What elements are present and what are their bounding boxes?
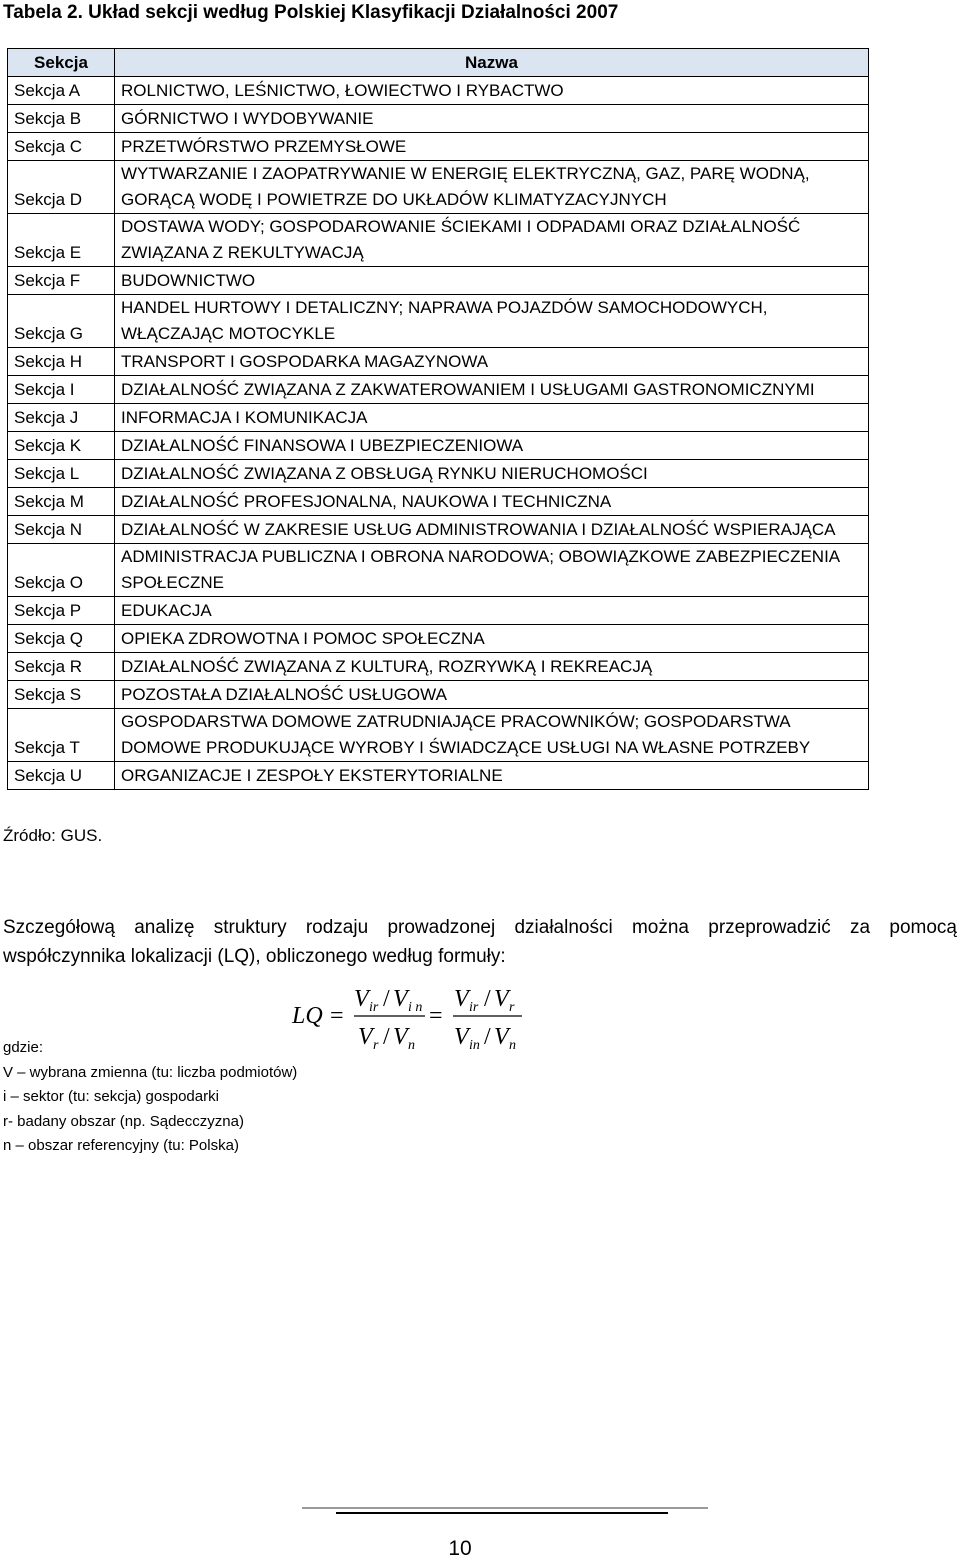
- section-code: Sekcja P: [8, 597, 115, 625]
- legend-item-v: V – wybrana zmienna (tu: liczba podmiotów): [3, 1063, 298, 1081]
- body-paragraph: Szczegółową analizę struktury rodzaju prowadzonej działalności można przeprowadzić za pomocą współczynnika lokalizacji (LQ), obliczonego według formuły:: [3, 917, 957, 967]
- section-code: Sekcja B: [8, 105, 115, 133]
- table-row: [8, 267, 869, 295]
- f1-num-a-sub: ir: [369, 1000, 379, 1015]
- f1-den-a-sub: r: [373, 1038, 379, 1053]
- section-code: Sekcja L: [8, 460, 115, 488]
- section-name: ORGANIZACJE I ZESPOŁY EKSTERYTORIALNE: [115, 762, 869, 790]
- table-row: [8, 460, 869, 488]
- footer-divider-black: [336, 1512, 668, 1514]
- f2-num-b: V: [494, 986, 509, 1012]
- f2-den-sep: /: [484, 1024, 491, 1050]
- table-row: [8, 544, 869, 597]
- legend-item-n: n – obszar referencyjny (tu: Polska): [3, 1137, 239, 1154]
- table-row: [8, 516, 869, 544]
- column-header-name: Nazwa: [115, 49, 869, 77]
- formula-legend: [3, 1036, 297, 1159]
- f2-num-a-sub: ir: [469, 1000, 479, 1015]
- section-name: GOSPODARSTWA DOMOWE ZATRUDNIAJĄCE PRACOWNIKÓW; GOSPODARSTWA DOMOWE PRODUKUJĄCE WYROBY I ŚWIADCZĄCE USŁUGI NA WŁASNE POTRZEBY: [115, 709, 869, 762]
- section-name: DOSTAWA WODY; GOSPODAROWANIE ŚCIEKAMI I ODPADAMI ORAZ DZIAŁALNOŚĆ ZWIĄZANA Z REKULTYWACJĄ: [115, 214, 869, 267]
- f1-den-b: V: [393, 1024, 408, 1050]
- section-code: Sekcja N: [8, 516, 115, 544]
- section-code: Sekcja A: [8, 77, 115, 105]
- formula-equals-2: =: [429, 1003, 443, 1029]
- table-row: [8, 295, 869, 348]
- column-header-section: Sekcja: [8, 49, 115, 77]
- f2-den-b: V: [494, 1024, 509, 1050]
- pkd-sections-table: [7, 48, 869, 790]
- formula-equals-1: =: [330, 1003, 344, 1029]
- legend-item-i: i – sektor (tu: sekcja) gospodarki: [3, 1088, 219, 1105]
- section-code: Sekcja O: [8, 544, 115, 597]
- f1-num-sep: /: [383, 986, 390, 1012]
- source-note: Źródło: GUS.: [3, 826, 103, 845]
- page-number: 10: [448, 1537, 472, 1560]
- f2-den-a: V: [454, 1024, 469, 1050]
- table-header-row: [8, 49, 869, 77]
- table-row: [8, 488, 869, 516]
- f2-num-b-sub: r: [509, 1000, 515, 1015]
- section-name: GÓRNICTWO I WYDOBYWANIE: [115, 105, 869, 133]
- f2-den-a-sub: in: [469, 1038, 480, 1053]
- section-name: DZIAŁALNOŚĆ PROFESJONALNA, NAUKOWA I TECHNICZNA: [115, 488, 869, 516]
- section-code: Sekcja D: [8, 161, 115, 214]
- section-code: Sekcja I: [8, 376, 115, 404]
- f1-num-b-sub: i n: [408, 1000, 423, 1015]
- table-row: [8, 348, 869, 376]
- section-name: DZIAŁALNOŚĆ ZWIĄZANA Z KULTURĄ, ROZRYWKĄ I REKREACJĄ: [115, 653, 869, 681]
- section-code: Sekcja T: [8, 709, 115, 762]
- section-name: POZOSTAŁA DZIAŁALNOŚĆ USŁUGOWA: [115, 681, 869, 709]
- section-code: Sekcja U: [8, 762, 115, 790]
- section-name: DZIAŁALNOŚĆ W ZAKRESIE USŁUG ADMINISTROWANIA I DZIAŁALNOŚĆ WSPIERAJĄCA: [115, 516, 869, 544]
- section-name: BUDOWNICTWO: [115, 267, 869, 295]
- section-name: DZIAŁALNOŚĆ ZWIĄZANA Z OBSŁUGĄ RYNKU NIERUCHOMOŚCI: [115, 460, 869, 488]
- section-code: Sekcja F: [8, 267, 115, 295]
- section-code: Sekcja M: [8, 488, 115, 516]
- table-row: [8, 214, 869, 267]
- section-code: Sekcja G: [8, 295, 115, 348]
- section-code: Sekcja Q: [8, 625, 115, 653]
- table-row: [8, 625, 869, 653]
- table-caption: Tabela 2. Układ sekcji według Polskiej Klasyfikacji Działalności 2007: [3, 2, 619, 23]
- f1-den-a: V: [358, 1024, 373, 1050]
- section-name: ADMINISTRACJA PUBLICZNA I OBRONA NARODOWA; OBOWIĄZKOWE ZABEZPIECZENIA SPOŁECZNE: [115, 544, 869, 597]
- section-name: OPIEKA ZDROWOTNA I POMOC SPOŁECZNA: [115, 625, 869, 653]
- f2-num-a: V: [454, 986, 469, 1012]
- section-name: INFORMACJA I KOMUNIKACJA: [115, 404, 869, 432]
- section-name: ROLNICTWO, LEŚNICTWO, ŁOWIECTWO I RYBACTWO: [115, 77, 869, 105]
- table-row: [8, 762, 869, 790]
- table-row: [8, 681, 869, 709]
- f1-num-a: V: [354, 986, 369, 1012]
- table-row: [8, 105, 869, 133]
- f2-num-sep: /: [484, 986, 491, 1012]
- f1-den-b-sub: n: [408, 1038, 415, 1053]
- section-name: TRANSPORT I GOSPODARKA MAGAZYNOWA: [115, 348, 869, 376]
- section-code: Sekcja S: [8, 681, 115, 709]
- section-code: Sekcja J: [8, 404, 115, 432]
- section-code: Sekcja E: [8, 214, 115, 267]
- table-row: [8, 77, 869, 105]
- table-row: [8, 404, 869, 432]
- f1-num-b: V: [393, 986, 408, 1012]
- table-row: [8, 376, 869, 404]
- footer-divider-grey: [302, 1507, 708, 1509]
- table-row: [8, 133, 869, 161]
- section-name: EDUKACJA: [115, 597, 869, 625]
- table-row: [8, 432, 869, 460]
- formula-lhs: LQ: [292, 1003, 323, 1029]
- section-name: WYTWARZANIE I ZAOPATRYWANIE W ENERGIĘ ELEKTRYCZNĄ, GAZ, PARĘ WODNĄ, GORĄCĄ WODĘ I POWIETRZE DO UKŁADÓW KLIMATYZACYJNYCH: [115, 161, 869, 214]
- section-code: Sekcja R: [8, 653, 115, 681]
- section-name: DZIAŁALNOŚĆ ZWIĄZANA Z ZAKWATEROWANIEM I USŁUGAMI GASTRONOMICZNYMI: [115, 376, 869, 404]
- section-name: HANDEL HURTOWY I DETALICZNY; NAPRAWA POJAZDÓW SAMOCHODOWYCH, WŁĄCZAJĄC MOTOCYKLE: [115, 295, 869, 348]
- table-row: [8, 597, 869, 625]
- table-row: [8, 709, 869, 762]
- legend-item-r: r- badany obszar (np. Sądecczyzna): [3, 1112, 244, 1130]
- section-code: Sekcja K: [8, 432, 115, 460]
- table-row: [8, 653, 869, 681]
- section-code: Sekcja H: [8, 348, 115, 376]
- table-row: [8, 161, 869, 214]
- lq-formula: [280, 978, 540, 1058]
- section-name: PRZETWÓRSTWO PRZEMYSŁOWE: [115, 133, 869, 161]
- legend-intro: gdzie:: [3, 1039, 44, 1056]
- f1-den-sep: /: [383, 1024, 390, 1050]
- section-name: DZIAŁALNOŚĆ FINANSOWA I UBEZPIECZENIOWA: [115, 432, 869, 460]
- section-code: Sekcja C: [8, 133, 115, 161]
- f2-den-b-sub: n: [509, 1038, 516, 1053]
